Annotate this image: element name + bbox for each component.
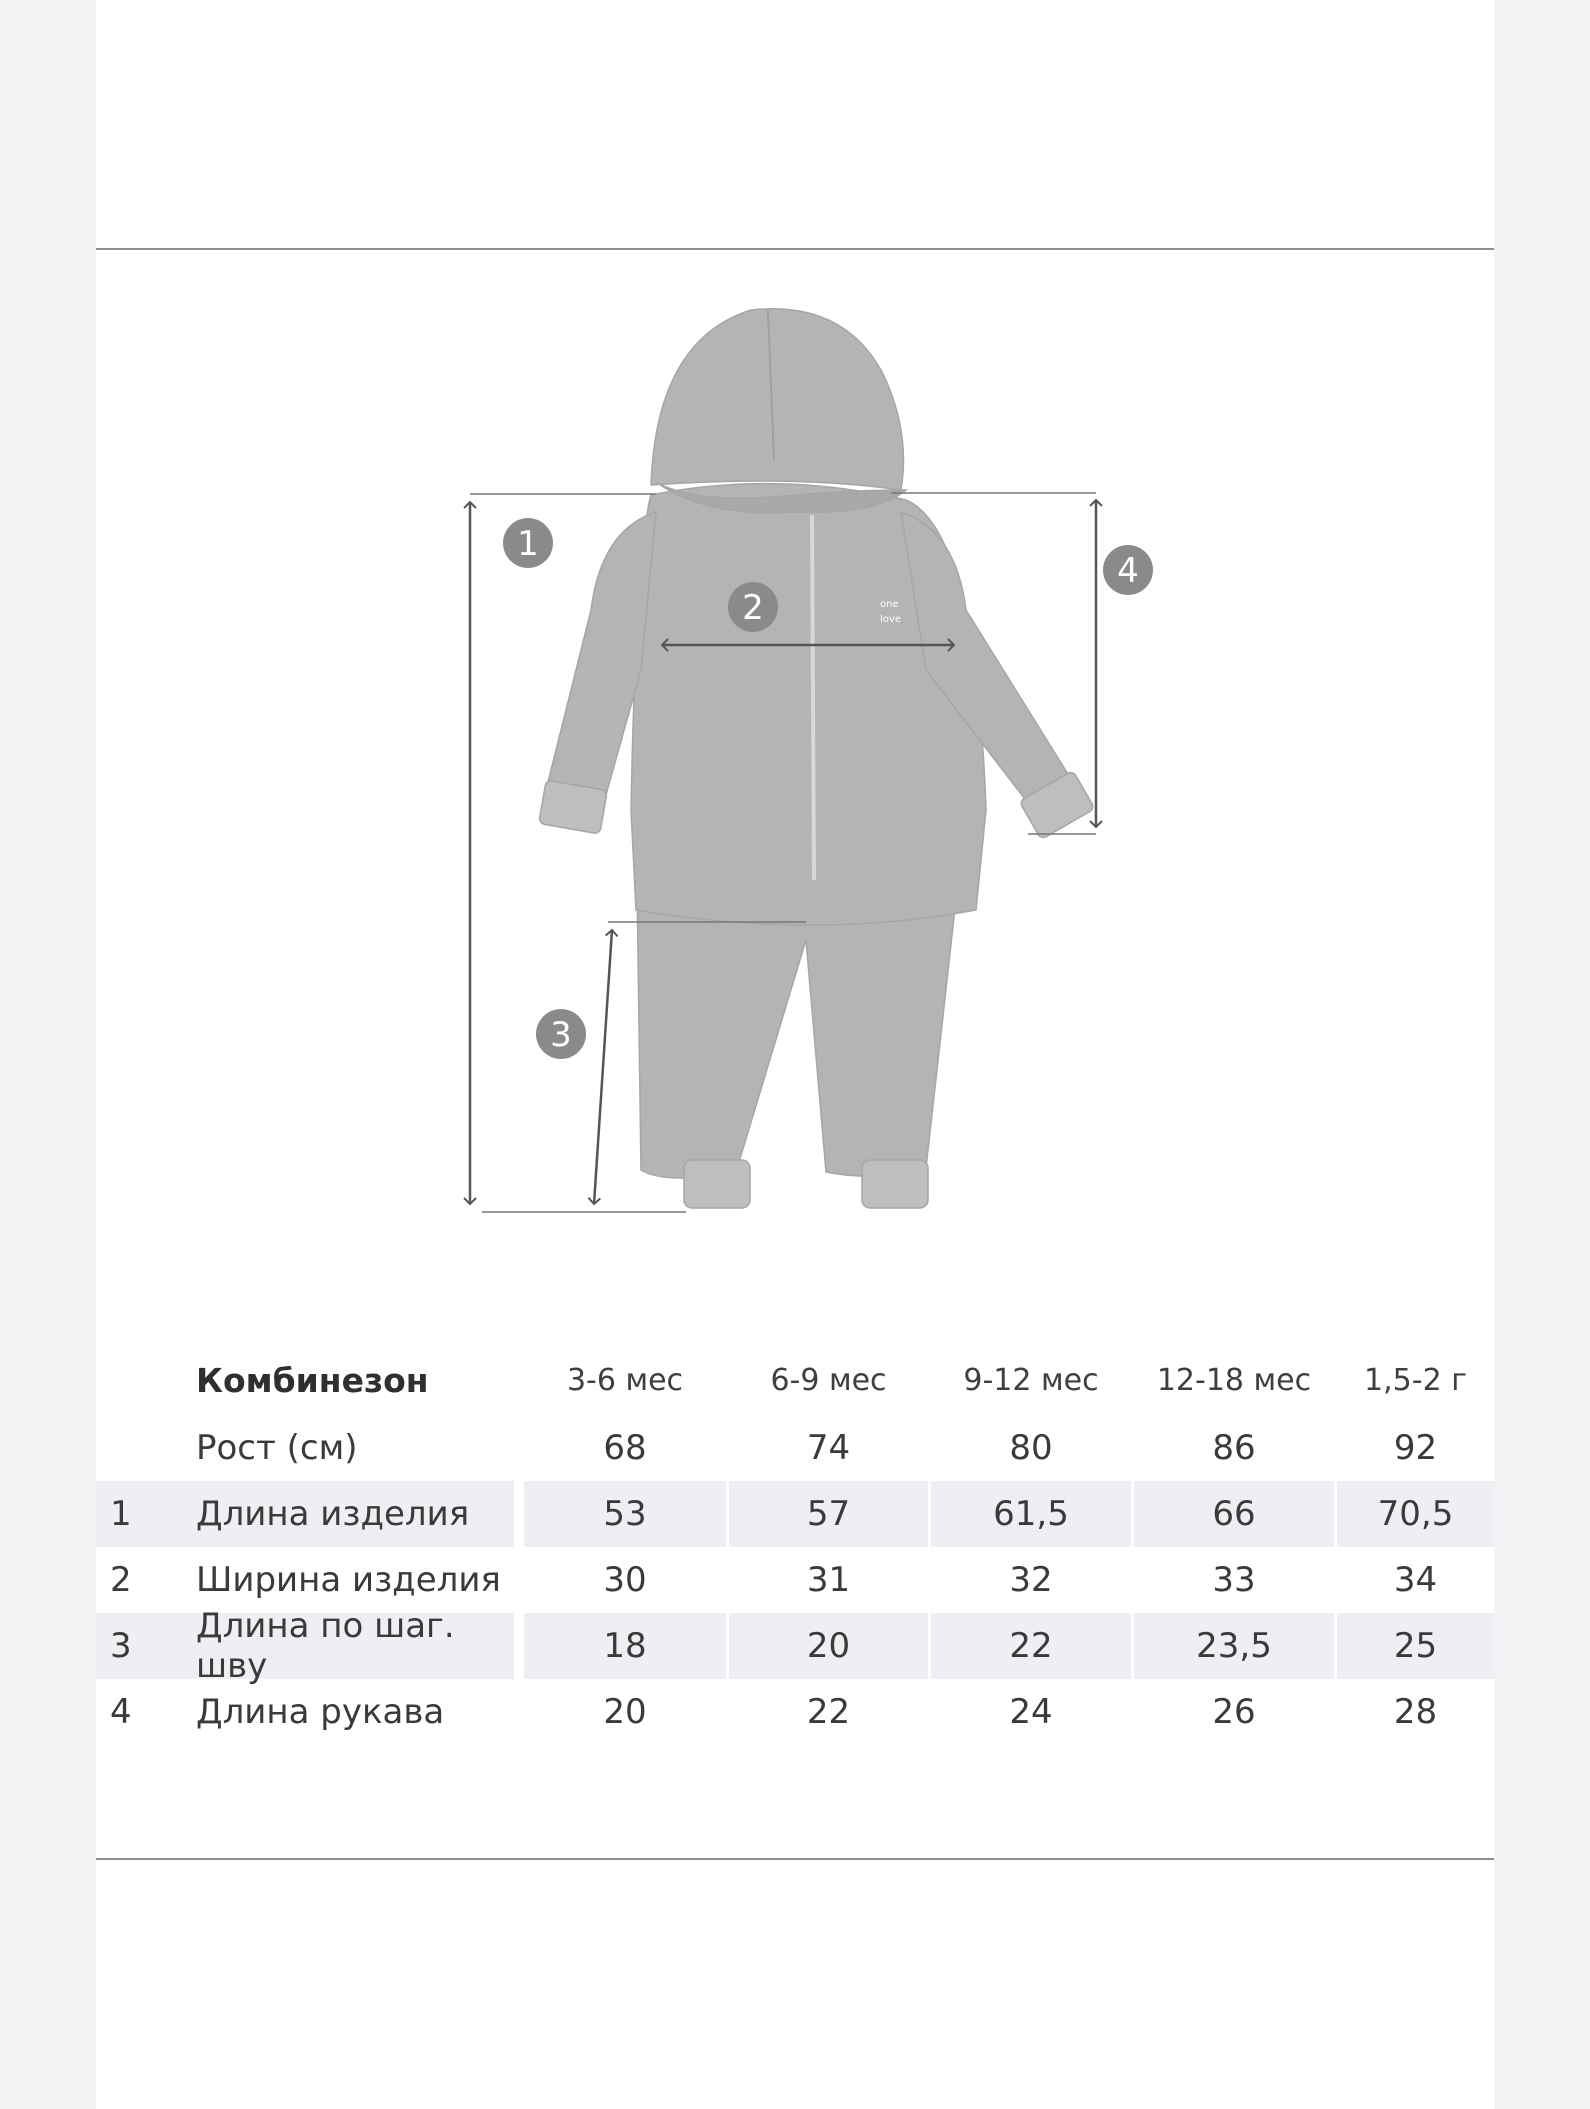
size-header: 9-12 мес — [963, 1362, 1099, 1398]
jumpsuit-icon — [539, 309, 1095, 1208]
table-row — [96, 1415, 1494, 1481]
table-cell: 22 — [931, 1613, 1131, 1679]
row-number: 2 — [110, 1560, 132, 1600]
table-cell: 61,5 — [931, 1481, 1131, 1547]
marker-4 — [1103, 545, 1153, 595]
table-cell: 70,5 — [1337, 1481, 1494, 1547]
brand-line-2: love — [880, 614, 901, 625]
table-cell: 74 — [806, 1428, 851, 1468]
table-header-row — [96, 1345, 1494, 1415]
size-header: 1,5-2 г — [1364, 1362, 1467, 1398]
table-cell: 20 — [603, 1692, 647, 1732]
row-label: Длина изделия — [196, 1494, 470, 1534]
table-row — [96, 1679, 1494, 1745]
bottom-divider — [96, 1858, 1494, 1860]
svg-text:1: 1 — [517, 524, 539, 564]
jumpsuit-diagram — [96, 250, 1494, 1250]
table-cell: 26 — [1212, 1692, 1256, 1732]
table-cell: 18 — [524, 1613, 726, 1679]
table-cell: 80 — [1009, 1428, 1053, 1468]
table-cell: 22 — [806, 1692, 851, 1732]
row-number: 1 — [110, 1494, 132, 1534]
table-cell: 68 — [603, 1428, 647, 1468]
row-label: Ширина изделия — [196, 1560, 501, 1600]
table-cell: 34 — [1393, 1560, 1438, 1600]
brand-line-1: one — [880, 599, 899, 610]
size-header: 3-6 мес — [566, 1362, 684, 1398]
marker-1 — [503, 518, 553, 568]
svg-text:2: 2 — [742, 588, 764, 628]
table-row — [96, 1547, 1494, 1613]
table-cell: 66 — [1134, 1481, 1334, 1547]
row-number — [96, 1415, 194, 1481]
size-table — [96, 1345, 1494, 1745]
table-cell: 92 — [1393, 1428, 1438, 1468]
row-label: Длина рукава — [196, 1692, 445, 1732]
size-header: 12-18 мес — [1156, 1362, 1312, 1398]
table-cell: 57 — [729, 1481, 928, 1547]
table-cell: 25 — [1337, 1613, 1494, 1679]
table-cell: 86 — [1212, 1428, 1256, 1468]
table-cell: 23,5 — [1134, 1613, 1334, 1679]
table-cell: 20 — [729, 1613, 928, 1679]
table-cell: 31 — [806, 1560, 851, 1600]
table-cell: 32 — [1009, 1560, 1053, 1600]
table-row — [96, 1481, 1494, 1547]
row-label: Рост (см) — [196, 1428, 358, 1468]
svg-text:3: 3 — [550, 1015, 572, 1055]
table-cell: 24 — [1009, 1692, 1053, 1732]
svg-text:4: 4 — [1117, 551, 1139, 591]
table-cell: 53 — [524, 1481, 726, 1547]
marker-3 — [536, 1009, 586, 1059]
table-row — [96, 1606, 1494, 1686]
marker-2 — [728, 582, 778, 632]
table-cell: 28 — [1393, 1692, 1438, 1732]
size-header: 6-9 мес — [770, 1362, 887, 1398]
row-number: 4 — [110, 1692, 132, 1732]
row-label: Длина по шаг. шву — [196, 1606, 455, 1686]
table-title: Комбинезон — [196, 1360, 429, 1400]
table-cell: 30 — [603, 1560, 647, 1600]
table-cell: 33 — [1212, 1560, 1256, 1600]
row-number: 3 — [110, 1626, 132, 1666]
